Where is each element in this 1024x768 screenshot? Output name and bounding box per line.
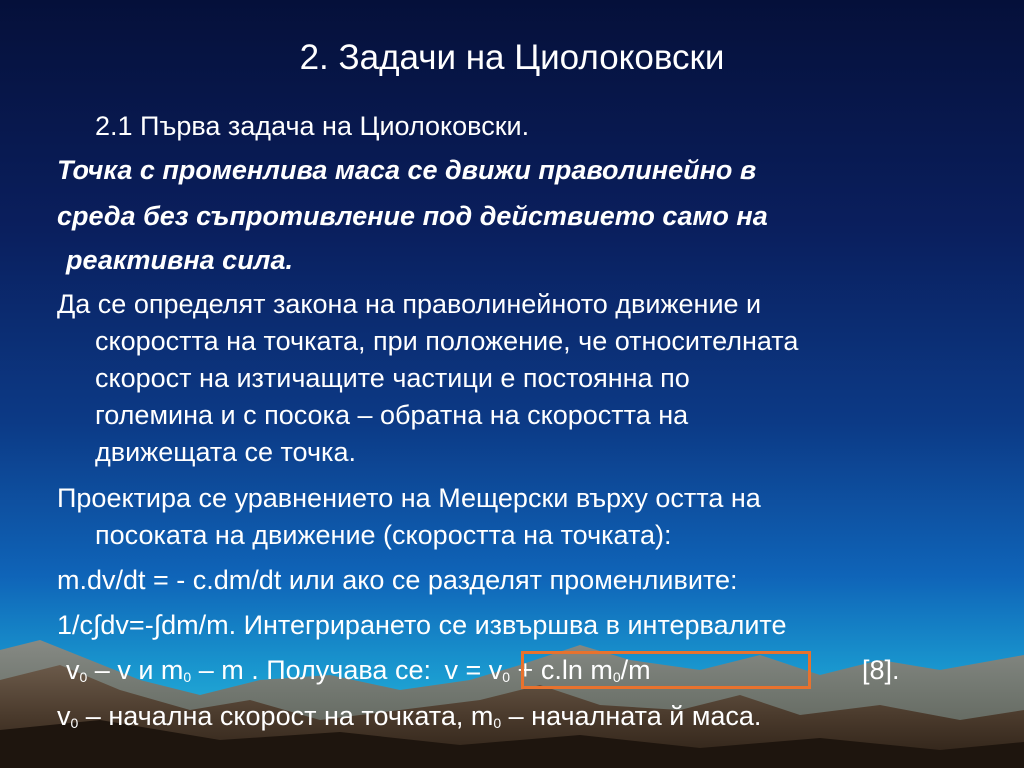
equation-line-4 [57, 698, 761, 741]
eq4-part2: – началната й маса. [501, 701, 762, 731]
task-line-3: скорост на изтичащите частици е постоянна по [95, 363, 690, 393]
eq4-sub-b: 0 [493, 715, 502, 731]
task-line-5: движещата се точка. [95, 437, 356, 467]
eq3-sub-d: 0 [612, 669, 621, 685]
eq3-sub-c: 0 [502, 669, 511, 685]
eq3-v: v [66, 655, 80, 685]
statement-line-3: реактивна сила. [66, 245, 293, 275]
eq3-sub-b: 0 [183, 669, 192, 685]
statement-line-1: Точка с променлива маса се движи праволинейно в [57, 155, 757, 185]
subtitle: 2.1 Първа задача на Циолоковски. [95, 111, 530, 141]
highlight-box [521, 651, 811, 689]
reference-label: [8]. [862, 655, 900, 685]
eq3-result-mid: + c.ln m [510, 655, 613, 685]
equation-line-2: 1/c∫dv=-∫dm/m. Интегрирането се извършва в интервалите [57, 610, 787, 640]
statement-line-2: среда без съпротивление под действието само на [57, 201, 768, 231]
eq4-sub-a: 0 [70, 715, 79, 731]
projection-line-2: посоката на движение (скоростта на точката): [95, 520, 672, 550]
eq4-v: v [57, 701, 71, 731]
eq3-sub-a: 0 [79, 669, 88, 685]
slide-title: 2. Задачи на Циолоковски [299, 38, 725, 77]
eq3-result-end: /m [620, 655, 651, 685]
projection-line-1: Проектира се уравнението на Мещерски върху остта на [57, 483, 761, 513]
task-line-2: скоростта на точката, при положение, че относителната [95, 326, 799, 356]
eq3-part2: – m . Получава се: [191, 655, 439, 685]
eq4-part1: – начална скорост на точката, m [78, 701, 494, 731]
equation-line-1: m.dv/dt = - c.dm/dt или ако се разделят променливите: [57, 565, 738, 595]
eq3-part1: – v и m [87, 655, 184, 685]
task-line-4: големина и с посока – обратна на скоростта на [95, 400, 689, 430]
eq3-result-v: v = v [444, 655, 503, 685]
task-line-1: Да се определят закона на праволинейното движение и [57, 289, 762, 319]
